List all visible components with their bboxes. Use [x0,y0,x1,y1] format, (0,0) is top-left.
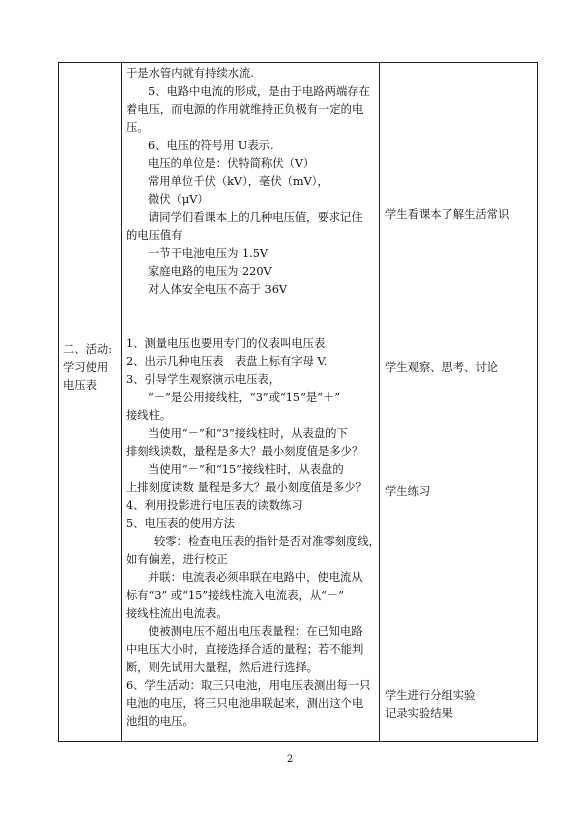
section-label-line: 二、活动: [63,343,112,356]
content-line: 常用单位千伏（kV），毫伏（mV）， [148,175,329,188]
content-line: 压。 [126,121,149,134]
content-line: 并联：电流表必须串联在电路中，使电流从 [148,571,363,584]
content-line: 使被测电压不超出电压表量程：在已知电路 [148,625,363,638]
content-line: 中电压大小时，直接选择合适的量程；若不能判 [126,643,364,656]
content-line: 上排刻度读数 量程是多大？最小刻度值是多少？ [126,481,367,494]
content-line: 对人体安全电压不高于 36V [148,283,288,296]
column-divider [121,63,122,741]
content-line: 微伏（μV） [148,193,209,206]
content-line: 如有偏差，进行校正 [126,553,228,566]
content-line: 1、测量电压也要用专门的仪表叫电压表 [126,337,326,350]
content-line: 电池的电压，将三只电池串联起来，测出这个电 [126,697,364,710]
content-line: 家庭电路的电压为 220V [148,265,272,278]
content-line: 当使用“－”和“3”接线柱时，从表盘的下 [148,427,348,440]
content-line: 于是水管内就有持续水流. [126,67,254,80]
content-line: 排刻线读数，量程是多大？最小刻度值是多少？ [126,445,364,458]
page-number: 2 [286,754,294,765]
student-note: 学生观察、思考、讨论 [385,361,498,374]
content-line: 断，则先试用大量程，然后进行选择。 [126,661,319,674]
content-line: 的电压值有 [126,229,183,242]
content-line: 6、电压的符号用 U表示. [148,139,274,152]
student-note: 学生进行分组实验 [385,689,476,702]
content-line: 电压的单位是：伏特简称伏（V） [148,157,315,170]
content-line: “－”是公用接线柱，“3”或“15”是“＋” [148,391,341,404]
student-activity-cell [385,63,535,741]
content-line: 接线柱。 [126,409,172,422]
column-divider [379,63,380,741]
content-line: 2、出示几种电压表 表盘上标有字母 V. [126,355,328,368]
content-line: 较零：检查电压表的指针是否对准零刻度线， [154,535,380,548]
content-line: 当使用“－”和“15”接线柱时，从表盘的 [148,463,344,476]
section-label-line: 电压表 [63,379,97,392]
content-line: 6、学生活动：取三只电池，用电压表测出每一只 [126,679,371,692]
teaching-content-cell [126,65,380,731]
blank-line [126,317,376,335]
content-line: 请同学们看课本上的几种电压值，要求记住 [148,211,363,224]
content-line: 5、电压表的使用方法 [126,517,235,530]
student-note: 学生看课本了解生活常识 [385,208,510,221]
content-line: 5、电路中电流的形成，是由于电路两端存在 [148,85,370,98]
content-line: 标有“3” 或“15”接线柱流入电流表，从“－” [126,589,344,602]
lesson-table [58,62,538,742]
section-label-cell [63,341,119,395]
content-line: 池组的电压。 [126,715,194,728]
content-line: 接线柱流出电流表。 [126,607,228,620]
content-line: 一节干电池电压为 1.5V [148,247,269,260]
content-line: 3、引导学生观察演示电压表， [126,373,281,386]
blank-line [126,299,376,317]
section-label-line: 学习使用 [63,361,109,374]
student-note: 记录实验结果 [385,707,453,720]
student-note: 学生练习 [385,485,431,498]
content-line: 4、利用投影进行电压表的读数练习 [126,499,303,512]
content-line: 着电压，而电源的作用就维持正负极有一定的电 [126,103,364,116]
